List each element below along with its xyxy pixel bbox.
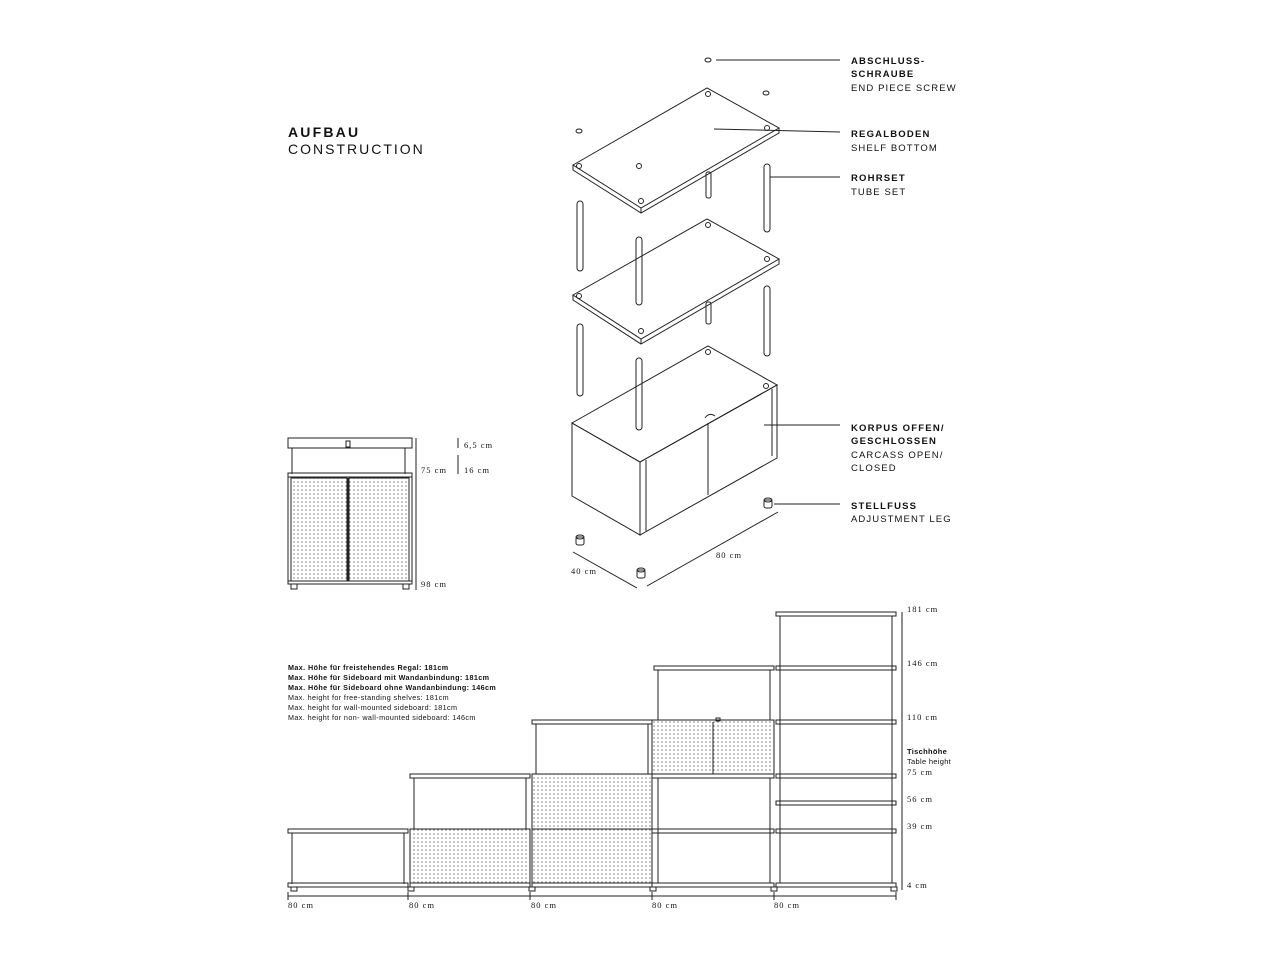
note-en-3: Max. height for non- wall-mounted sideboard: 146cm xyxy=(288,713,476,722)
note-en-2: Max. height for wall-mounted sideboard: 181cm xyxy=(288,703,458,712)
level-146: 146 cm xyxy=(907,658,939,668)
label-tube-set-en: TUBE SET xyxy=(851,187,907,198)
carcass xyxy=(572,346,777,535)
label-end-piece-screw-de: ABSCHLUSS- xyxy=(851,56,926,67)
heading-title: AUFBAU xyxy=(288,124,361,140)
label-carcass-de: KORPUS OFFEN/ xyxy=(851,423,945,434)
level-75: 75 cm xyxy=(907,767,934,777)
dim-open-height: 75 cm xyxy=(421,465,448,475)
shelf-bottom-middle xyxy=(573,219,779,344)
tube-set-lower xyxy=(577,286,770,430)
note-de-3: Max. Höhe für Sideboard ohne Wandanbindung: 146cm xyxy=(288,683,497,692)
dim-top-thickness: 6,5 cm xyxy=(464,440,494,450)
adjustment-legs xyxy=(576,498,772,578)
column-width-1: 80 cm xyxy=(288,900,315,910)
table-height-de: Tischhöhe xyxy=(907,747,948,756)
label-carcass-en2: CLOSED xyxy=(851,463,897,474)
column-width-2: 80 cm xyxy=(409,900,436,910)
column-width-4: 80 cm xyxy=(652,900,679,910)
dim-gap: 16 cm xyxy=(464,465,491,475)
label-end-piece-screw-en: END PIECE SCREW xyxy=(851,83,957,94)
label-shelf-bottom-de: REGALBODEN xyxy=(851,129,931,140)
shelf-bottom-top xyxy=(573,88,779,213)
column-4 xyxy=(650,666,774,891)
level-39: 39 cm xyxy=(907,821,934,831)
column-width-3: 80 cm xyxy=(531,900,558,910)
column-2 xyxy=(408,774,530,891)
heading-subtitle: CONSTRUCTION xyxy=(288,141,425,157)
exploded-dimension-lines xyxy=(573,512,778,588)
label-end-piece-screw-de2: SCHRAUBE xyxy=(851,69,915,80)
column-5 xyxy=(771,612,897,891)
column-width-5: 80 cm xyxy=(774,900,801,910)
table-height-en: Table height xyxy=(907,757,952,766)
label-tube-set-de: ROHRSET xyxy=(851,173,906,184)
stepped-elevation xyxy=(288,612,902,900)
label-carcass-de2: GESCHLOSSEN xyxy=(851,436,938,447)
level-4: 4 cm xyxy=(907,880,928,890)
end-piece-screw xyxy=(576,58,769,133)
label-adjustment-leg-en: ADJUSTMENT LEG xyxy=(851,514,952,525)
level-56: 56 cm xyxy=(907,794,934,804)
front-view xyxy=(288,438,458,590)
note-en-1: Max. height for free-standing shelves: 181cm xyxy=(288,693,450,702)
level-181: 181 cm xyxy=(907,604,939,614)
dim-width: 80 cm xyxy=(716,550,743,560)
column-3 xyxy=(529,720,652,891)
exploded-view xyxy=(572,58,840,588)
dim-total-height: 98 cm xyxy=(421,579,448,589)
label-shelf-bottom-en: SHELF BOTTOM xyxy=(851,143,938,154)
note-de-2: Max. Höhe für Sideboard mit Wandanbindung: 181cm xyxy=(288,673,490,682)
level-110: 110 cm xyxy=(907,712,938,722)
tube-set-upper xyxy=(577,164,770,305)
dim-depth: 40 cm xyxy=(571,566,598,576)
column-1 xyxy=(288,829,408,891)
note-de-1: Max. Höhe für freistehendes Regal: 181cm xyxy=(288,663,449,672)
label-adjustment-leg-de: STELLFUSS xyxy=(851,501,918,512)
label-carcass-en: CARCASS OPEN/ xyxy=(851,450,944,461)
